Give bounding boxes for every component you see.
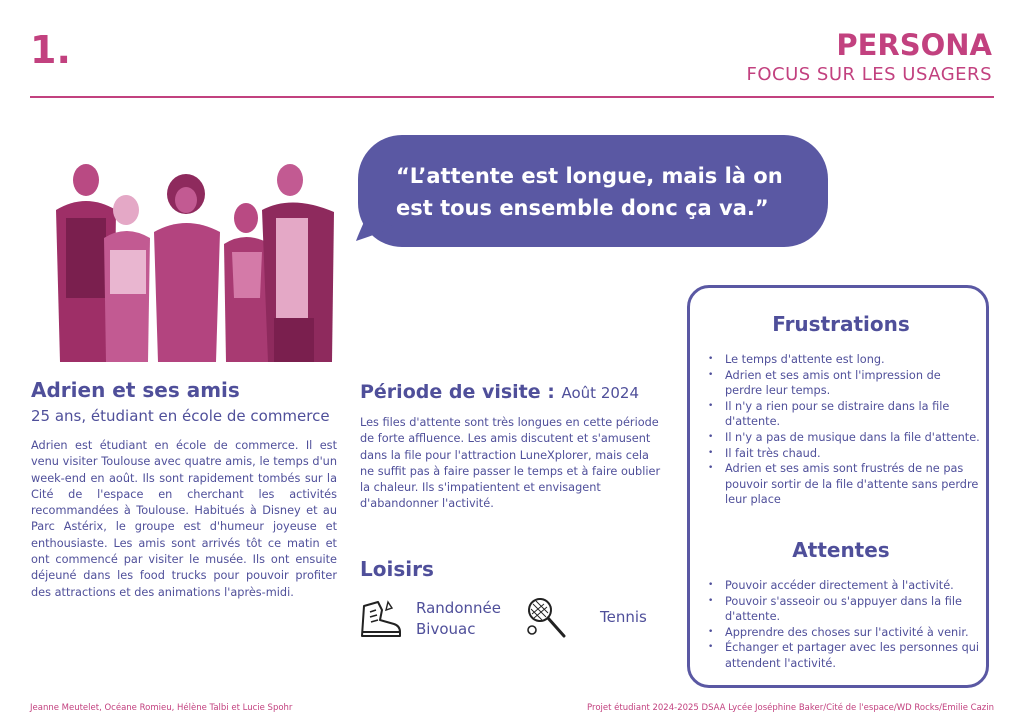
leisure-heading: Loisirs — [360, 557, 434, 581]
expectations-heading: Attentes — [792, 538, 890, 562]
persona-age-line: 25 ans, étudiant en école de commerce — [31, 407, 330, 425]
expectation-item: • Échanger et partager avec les personnes qui attendent l'activité. — [708, 640, 980, 671]
expectation-item: • Pouvoir accéder directement à l'activité. — [708, 578, 980, 594]
footer-authors: Jeanne Meutelet, Océane Romieu, Hélène Talbi et Lucie Spohr — [30, 703, 293, 713]
page-subtitle: FOCUS SUR LES USAGERS — [746, 64, 992, 85]
visit-description: Les files d'attente sont très longues en cette période de forte affluence. Les amis discutent et s'amusent dans la file pour l'attraction LuneXplorer, mais cela ne suffit pas à faire passer le temps et à faire oublier la chaleur. Ils s'impatientent et envisagent d'abandonner l'activité. — [360, 416, 661, 511]
expectations-list — [708, 578, 980, 672]
expectation-item: • Apprendre des choses sur l'activité à venir. — [708, 625, 980, 641]
visit-period-value: Août 2024 — [561, 384, 639, 402]
expectation-item: • Pouvoir s'asseoir ou s'appuyer dans la file d'attente. — [708, 594, 980, 625]
tennis-racket-icon — [524, 596, 568, 642]
leisure-item-tennis: Tennis — [600, 608, 647, 626]
persona-name: Adrien et ses amis — [31, 378, 240, 402]
frustration-item: • Adrien et ses amis sont frustrés de ne pas pouvoir sortir de la file d'attente sans perdre leur place — [708, 461, 980, 508]
frustration-item: • Il fait très chaud. — [708, 446, 980, 462]
visit-period-label: Période de visite : — [360, 381, 555, 403]
hiking-boot-icon — [358, 598, 402, 640]
frustration-item: • Il n'y a rien pour se distraire dans la file d'attente. — [708, 399, 980, 430]
frustrations-list — [708, 352, 980, 508]
visit-period-heading — [360, 381, 639, 403]
persona-description: Adrien est étudiant en école de commerce. Il est venu visiter Toulouse avec quatre amis, le temps d'un week-end en août. Ils sont rapidement tombés sur la Cité de l'espace en cherchant les activités recommandées à Toulouse. Habitués à Disney et au Parc Astérix, le groupe est d'humeur joyeuse et enthousiaste. Les amis sont arrivés tôt ce matin et ont commencé par visiter le musée. Ils ont ensuite déjeuné dans les food trucks pour pouvoir profiter des attractions et des animations l'après-midi. — [31, 439, 337, 599]
frustration-item: • Adrien et ses amis ont l'impression de perdre leur temps. — [708, 368, 980, 399]
leisure-item-hiking-line1: Randonnée — [416, 599, 501, 617]
persona-quote: “L’attente est longue, mais là on est tous ensemble donc ça va.” — [396, 164, 783, 220]
frustration-item: • Le temps d'attente est long. — [708, 352, 980, 368]
header-divider — [30, 96, 994, 98]
section-number: 1. — [30, 28, 71, 72]
persona-group-photo — [36, 158, 338, 362]
leisure-item-hiking-line2: Bivouac — [416, 620, 476, 638]
frustration-item: • Il n'y a pas de musique dans la file d'attente. — [708, 430, 980, 446]
page-title: PERSONA — [836, 28, 992, 62]
leisure-item-hiking — [416, 598, 501, 640]
frustrations-heading: Frustrations — [772, 312, 910, 336]
footer-project: Projet étudiant 2024-2025 DSAA Lycée Joséphine Baker/Cité de l'espace/WD Rocks/Emilie Cazin — [587, 703, 994, 713]
